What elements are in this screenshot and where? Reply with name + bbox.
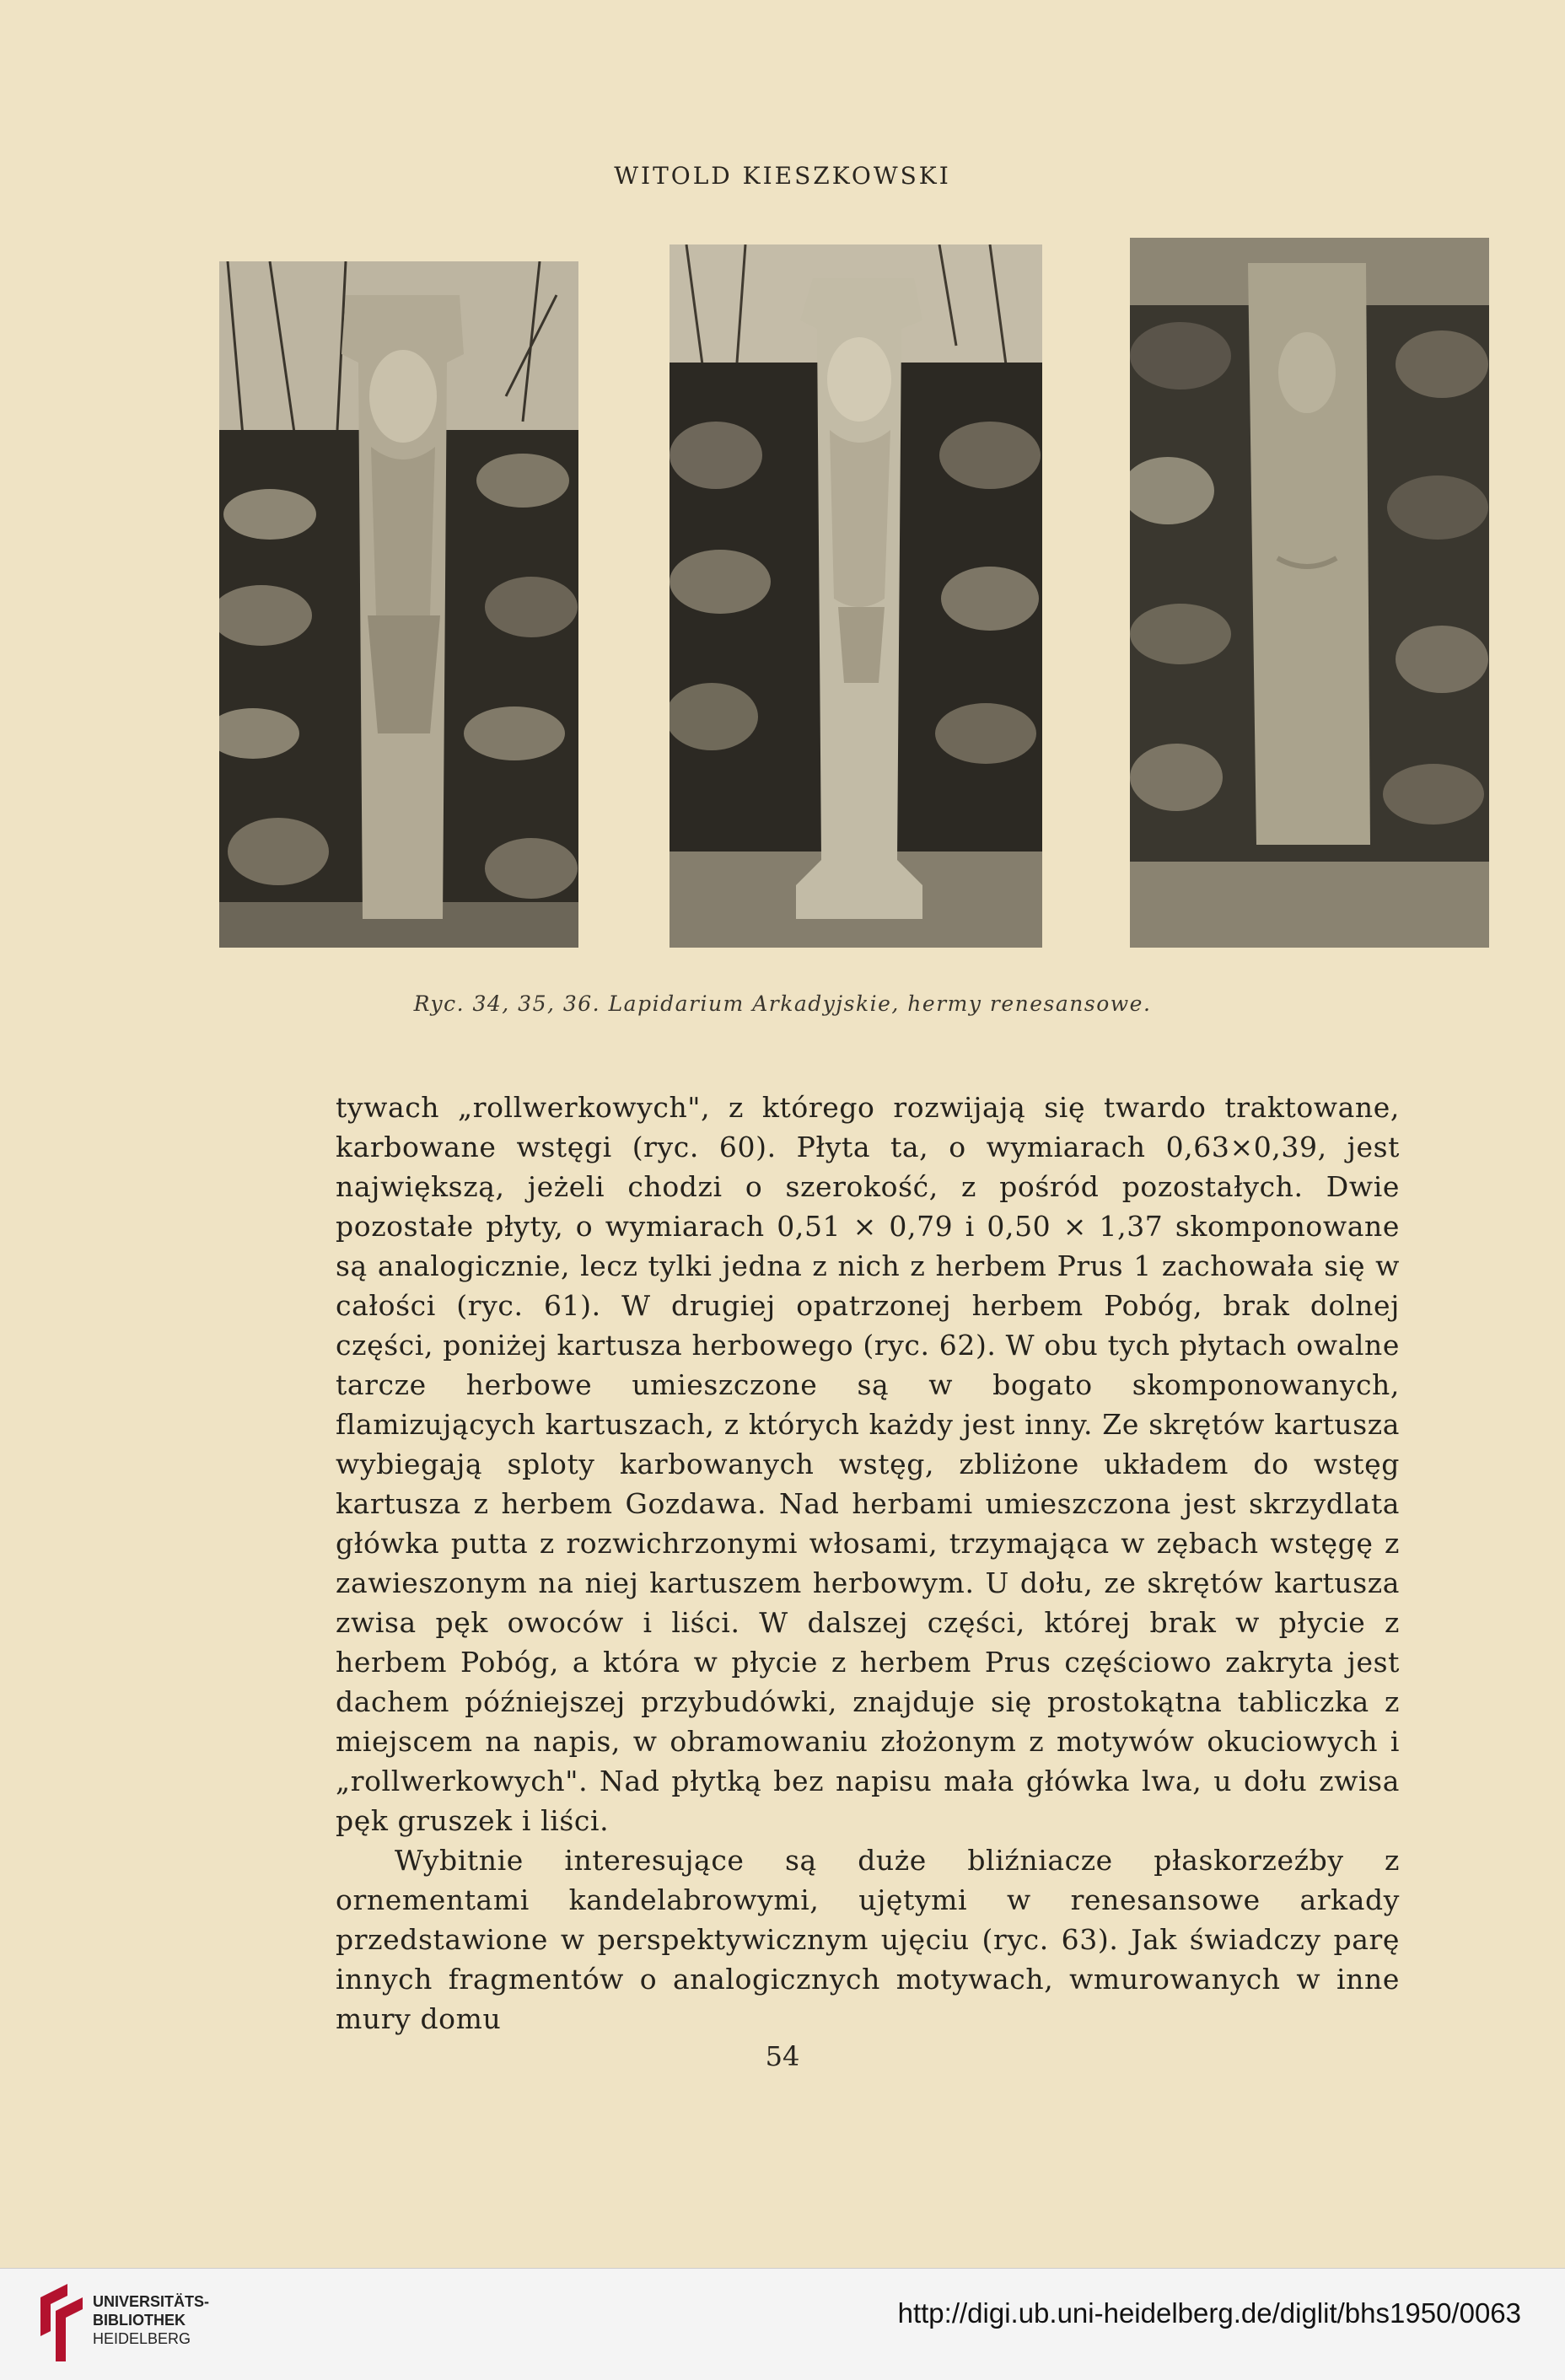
figure-caption: Ryc. 34, 35, 36. Lapidarium Arkadyjskie, hermy renesansowe. [413,991,1152,1016]
library-name-line-2: BIBLIOTHEK [93,2312,186,2329]
herm-figure-36 [1130,238,1489,948]
digitization-footer [0,2268,1565,2380]
body-paragraph-2 [336,1840,1400,2039]
library-name-line-3: HEIDELBERG [93,2330,191,2347]
body-paragraph-2-text: Wybitnie interesujące są duże bliźniacze płaskorzeźby z ornementami kandelabrowymi, ujętymi w renesansowe arkady przedstawione w perspektywicznym ujęciu (ryc. 63). Jak świadczy parę innych fragmentów o analogicznych motywach, wmurowanych w inne mury domu [336,1844,1400,2035]
source-url-link[interactable]: http://digi.ub.uni-heidelberg.de/diglit/bhs1950/0063 [897,2297,1521,2329]
library-name-line-1: UNIVERSITÄTS- [93,2293,210,2310]
body-paragraph-1 [336,1088,1400,1840]
herm-figure-35 [670,244,1042,948]
herm-figure-34 [219,261,578,948]
library-name [93,2292,209,2348]
body-paragraph-1-text: tywach „rollwerkowych", z którego rozwijają się twardo traktowane, karbowane wstęgi (ryc. 60). Płyta ta, o wymiarach 0,63×0,39, jest największą, jeżeli chodzi o szerokość, z pośród pozostałych. Dwie pozostałe płyty, o wymiarach 0,51 × 0,79 i 0,50 × 1,37 skomponowane są analogicznie, lecz tylki jedna z nich z herbem Prus 1 zachowała się w całości (ryc. 61). W drugiej opatrzonej herbem Pobóg, brak dolnej części, poniżej kartusza herbowego (ryc. 62). W obu tych płytach owalne tarcze herbowe umieszczone są w bogato skomponowanych, flamizujących kartuszach, z których każdy jest inny. Ze skrętów kartusza wybiegają sploty karbowanych wstęg, zbliżone układem do wstęg kartusza z herbem Gozdawa. Nad herbami umieszczona jest skrzydlata główka putta z rozwichrzonymi włosami, trzymająca w zębach wstęgę z zawieszonym na niej kartuszem herbowym. U dołu, ze skrętów kartusza zwisa pęk owoców i liści. W dalszej części, której brak w płycie z herbem Pobóg, a która w płycie z herbem Prus częściowo zakryta jest dachem późniejszej przybudówki, znajduje się prostokątna tabliczka z miejscem na napis, w obramowaniu złożonym z motywów okuciowych i „rollwerkowych". Nad płytką bez napisu mała główka lwa, u dołu zwisa pęk gruszek i liści. [336,1091,1400,1837]
page-number: 54 [765,2040,800,2072]
running-header: WITOLD KIESZKOWSKI [614,162,951,190]
library-logo-icon [34,2281,89,2365]
